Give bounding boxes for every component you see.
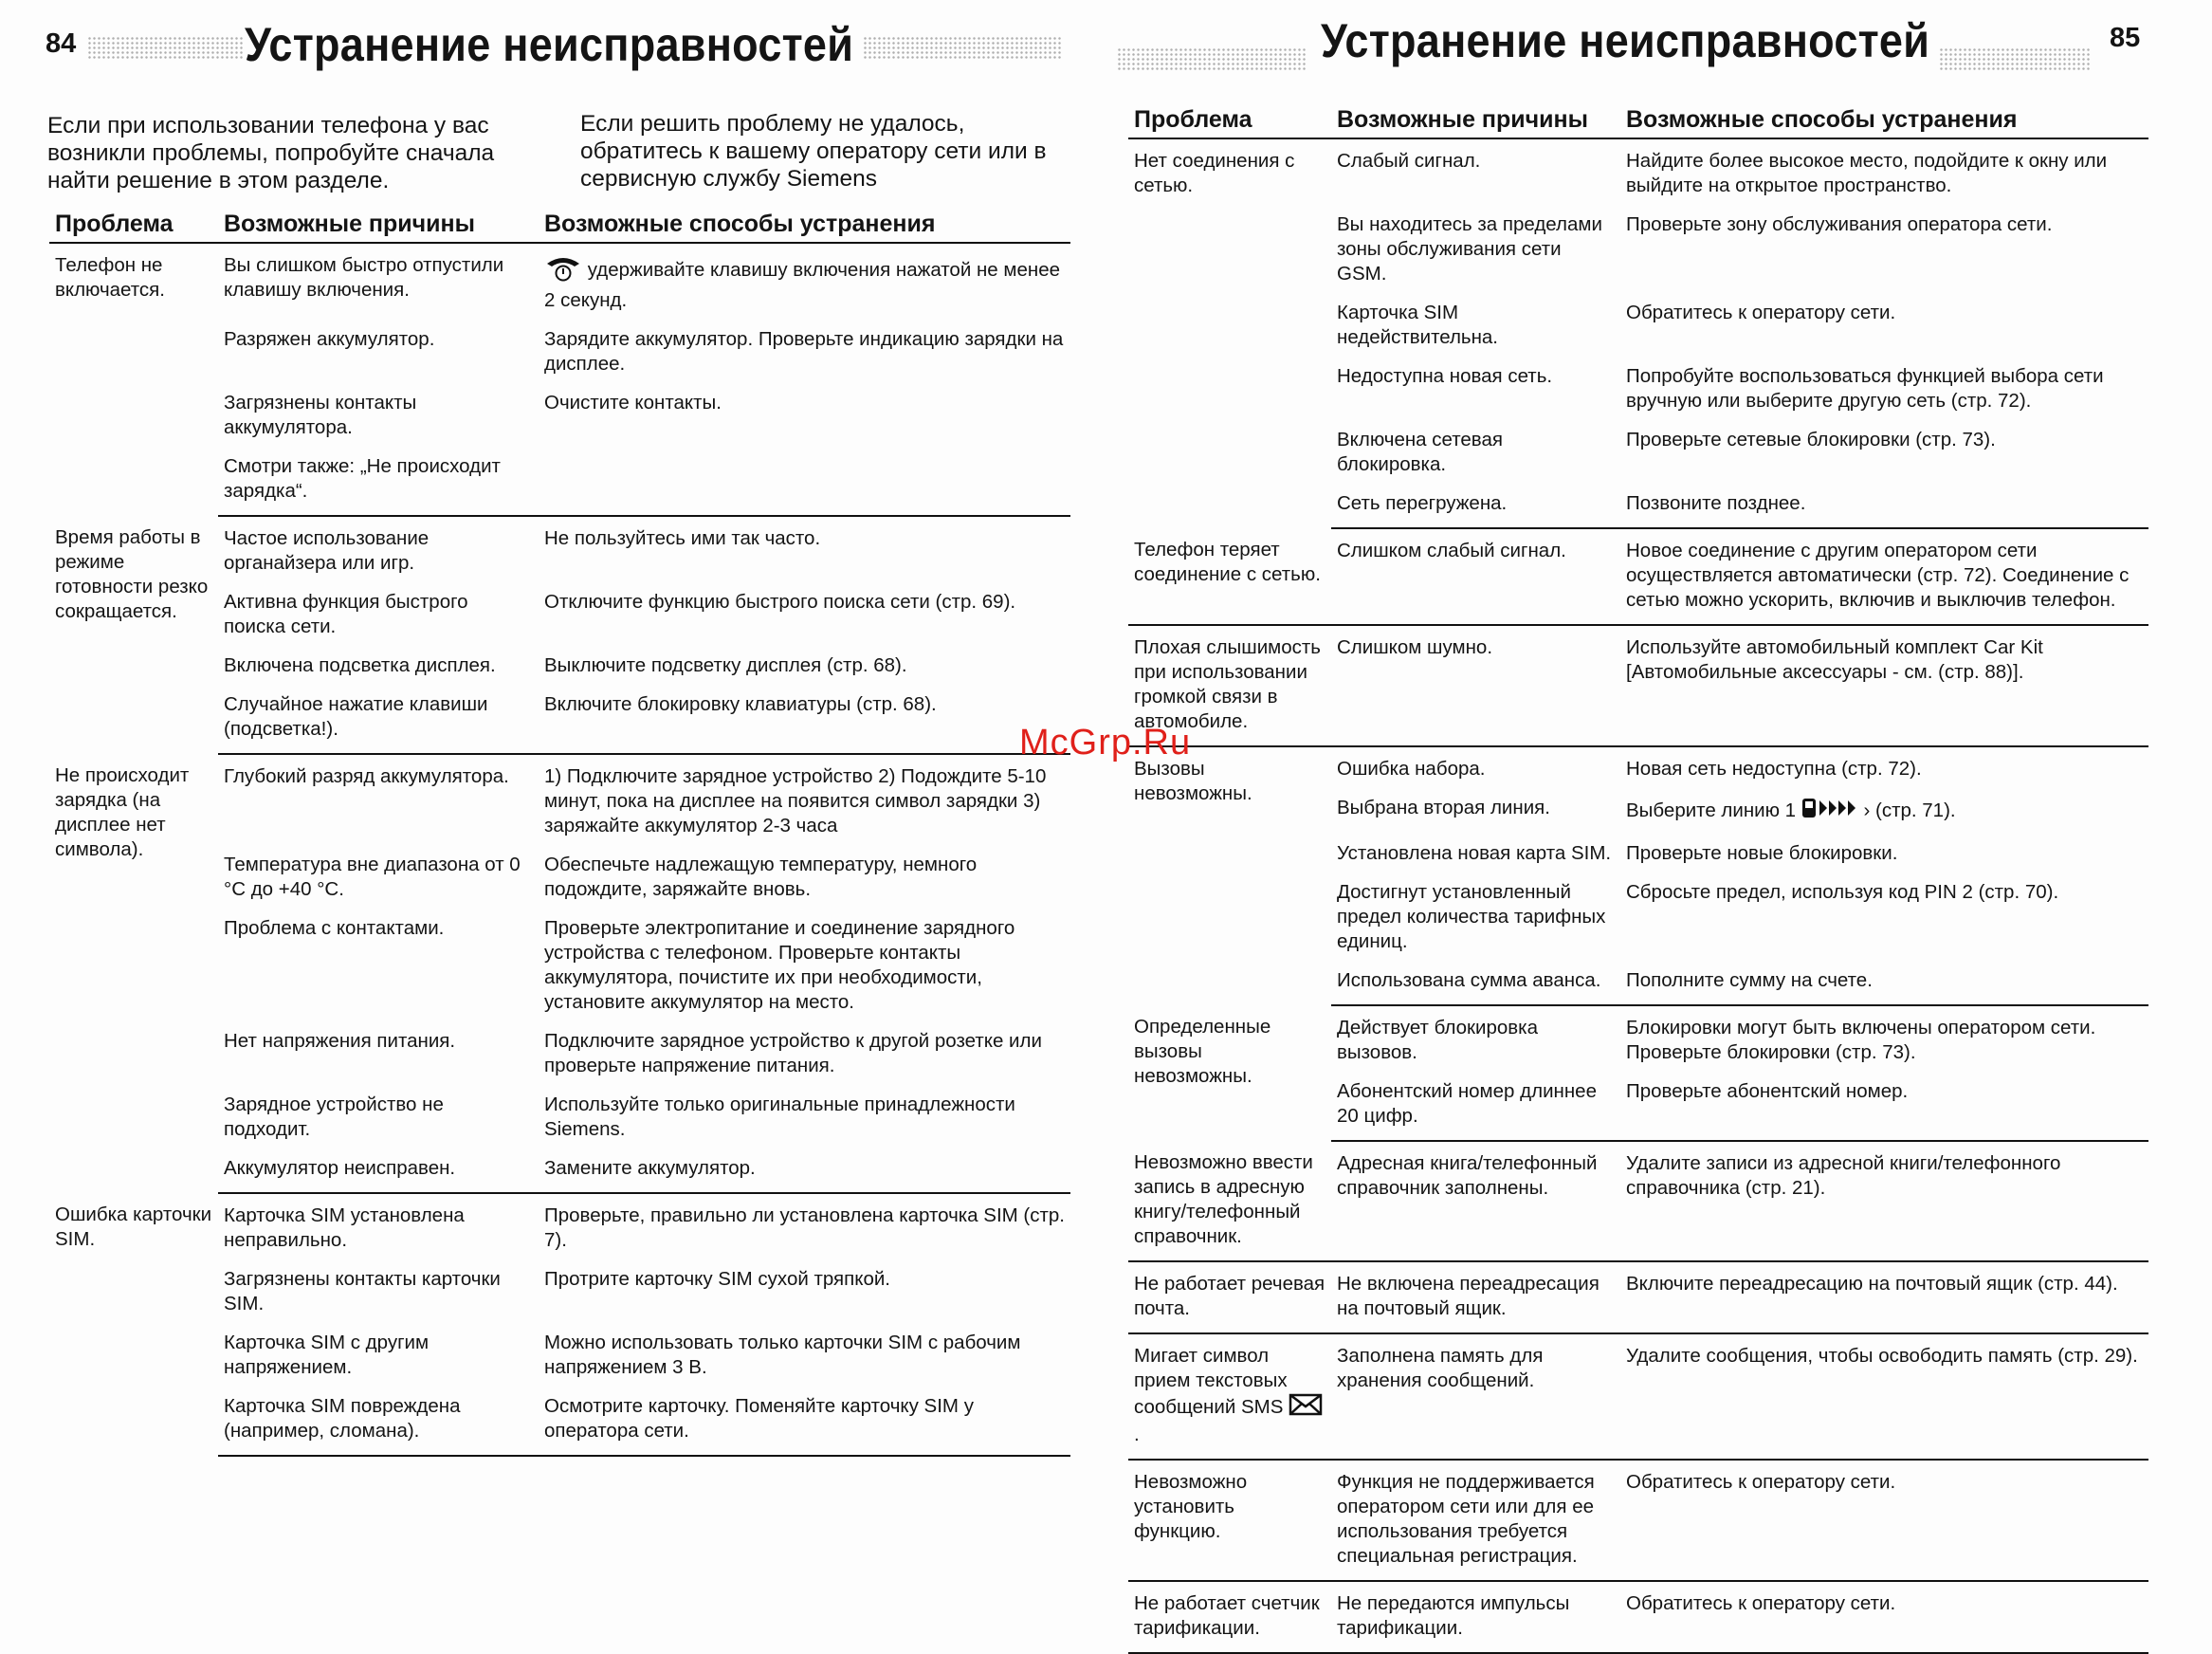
solution-text: Включите блокировку клавиатуры (стр. 68). xyxy=(544,693,937,715)
problem-cell xyxy=(1128,138,1331,528)
problem-cell xyxy=(1128,1261,1331,1333)
solution-cell xyxy=(539,848,1070,911)
solution-cell xyxy=(1620,1460,2148,1581)
cause-cell: Загрязнены контакты карточки SIM. xyxy=(224,1268,501,1314)
troubleshooting-table xyxy=(49,211,1070,1457)
solution-cell xyxy=(539,1151,1070,1193)
solution-text: 1) Подключите зарядное устройство 2) Подождите 5-10 минут, пока на дисплее на появится символ зарядки 3) заряжайте аккумулятор 2-3 часа xyxy=(544,765,1047,836)
header-dot-band xyxy=(1939,47,2091,70)
cause-cell: Вы находитесь за пределами зоны обслуживания сети GSM. xyxy=(1337,213,1602,285)
cause-cell: Слабый сигнал. xyxy=(1337,150,1481,172)
solution-text: Включите переадресацию на почтовый ящик (стр. 44). xyxy=(1626,1273,2118,1295)
cause-cell: Включена подсветка дисплея. xyxy=(224,654,496,676)
solution-text: Используйте только оригинальные принадлежности Siemens. xyxy=(544,1093,1015,1140)
problem-text: Невозможно установить функцию. xyxy=(1134,1471,1248,1542)
solution-text: Пополните сумму на счете. xyxy=(1626,969,1873,991)
solution-text: Блокировки могут быть включены оператором сети. Проверьте блокировки (стр. 73). xyxy=(1626,1017,2096,1063)
table-row xyxy=(1128,1261,2148,1333)
solution-text: Найдите более высокое место, подойдите к окну или выйдите на открытое пространство. xyxy=(1626,150,2108,196)
solution-text: Очистите контакты. xyxy=(544,392,722,414)
cause-cell: Адресная книга/телефонный справочник заполнены. xyxy=(1331,1141,1620,1261)
solution-cell xyxy=(1620,528,2148,625)
solution-cell xyxy=(539,243,1070,322)
header-dot-band xyxy=(863,36,1062,59)
cause-cell: Частое использование органайзера или игр. xyxy=(224,527,430,574)
solution-cell xyxy=(539,322,1070,386)
column-header-problem: Проблема xyxy=(49,211,218,243)
cause-cell: Проблема с контактами. xyxy=(224,917,445,939)
solution-text: Обеспечьте надлежащую температуру, немного подождите, заряжайте вновь. xyxy=(544,854,978,900)
problem-cell xyxy=(49,754,218,1193)
table-row xyxy=(1128,625,2148,746)
table-row xyxy=(49,516,1070,585)
problem-cell xyxy=(1128,528,1331,625)
solution-cell xyxy=(1620,964,2148,1005)
sms-envelope-icon xyxy=(1289,1393,1323,1423)
solution-text: Проверьте абонентский номер. xyxy=(1626,1080,1909,1102)
solution-text: Подключите зарядное устройство к другой розетке или проверьте напряжение питания. xyxy=(544,1030,1042,1076)
solution-cell xyxy=(1620,625,2148,746)
table-row xyxy=(1128,1005,2148,1075)
troubleshooting-table xyxy=(1128,106,2148,1654)
solution-text: Удалите записи из адресной книги/телефонного справочника (стр. 21). xyxy=(1626,1152,2061,1199)
cause-cell: Заполнена память для хранения сообщений. xyxy=(1331,1333,1620,1460)
cause-cell: Загрязнены контакты аккумулятора. xyxy=(224,392,417,438)
solution-cell xyxy=(539,688,1070,754)
cause-cell: Слишком слабый сигнал. xyxy=(1331,528,1620,625)
table-row xyxy=(1128,1141,2148,1261)
solution-cell xyxy=(1620,746,2148,791)
solution-cell xyxy=(539,911,1070,1024)
solution-cell xyxy=(539,1088,1070,1151)
cause-cell: Зарядное устройство не подходит. xyxy=(224,1093,444,1140)
solution-cell xyxy=(1620,487,2148,528)
header-dot-band xyxy=(1117,47,1307,70)
solution-cell xyxy=(1620,359,2148,423)
solution-text: Протрите карточку SIM сухой тряпкой. xyxy=(544,1268,891,1290)
problem-text: Вызовы невозможны. xyxy=(1134,758,1252,804)
problem-text: Определенные вызовы невозможны. xyxy=(1134,1016,1271,1087)
problem-cell xyxy=(49,516,218,754)
solution-text: Обратитесь к оператору сети. xyxy=(1626,302,1896,323)
page-title: Устранение неисправностей xyxy=(245,18,854,71)
solution-text: Обратитесь к оператору сети. xyxy=(1626,1592,1896,1614)
solution-text: Новая сеть недоступна (стр. 72). xyxy=(1626,758,1922,780)
table-row xyxy=(1128,1581,2148,1653)
page-left xyxy=(0,0,1100,1484)
table-row xyxy=(1128,1333,2148,1460)
solution-cell xyxy=(539,516,1070,585)
table-row xyxy=(1128,138,2148,208)
table-row xyxy=(1128,1460,2148,1581)
cause-cell: Функция не поддерживается оператором сети или для ее использования требуется специальная регистрация. xyxy=(1331,1460,1620,1581)
cause-cell: Нет напряжения питания. xyxy=(224,1030,456,1052)
cause-cell: Глубокий разряд аккумулятора. xyxy=(224,765,509,787)
cause-cell: Карточка SIM с другим напряжением. xyxy=(224,1332,430,1378)
cause-cell: Ошибка набора. xyxy=(1337,758,1486,780)
solution-cell xyxy=(539,450,1070,516)
cause-cell: Сеть перегружена. xyxy=(1331,487,1620,528)
cause-cell: Выбрана вторая линия. xyxy=(1337,797,1550,818)
solution-cell xyxy=(1620,791,2148,836)
cause-cell: Активна функция быстрого поиска сети. xyxy=(224,591,468,637)
solution-text: Выберите линию 1 xyxy=(1626,799,1797,821)
cause-cell: Использована сумма аванса. xyxy=(1331,964,1620,1005)
solution-text: Попробуйте воспользоваться функцией выбора сети вручную или выберите другую сеть (стр. 72). xyxy=(1626,365,2104,412)
solution-cell xyxy=(1620,1581,2148,1653)
solution-cell xyxy=(539,1193,1070,1262)
solution-text: Осмотрите карточку. Поменяйте карточку SIM у оператора сети. xyxy=(544,1395,974,1442)
solution-cell xyxy=(1620,208,2148,296)
solution-cell xyxy=(1620,296,2148,359)
cause-cell: Вы слишком быстро отпустили клавишу включения. xyxy=(224,254,504,301)
solution-text: Проверьте сетевые блокировки (стр. 73). xyxy=(1626,429,1996,450)
solution-text: Не пользуйтесь ими так часто. xyxy=(544,527,821,549)
problem-cell xyxy=(49,1193,218,1456)
intro-text: Если при использовании телефона у вас возникли проблемы, попробуйте сначала найти решение в этом разделе. xyxy=(47,113,495,193)
solution-text: Можно использовать только карточки SIM с рабочим напряжением 3 В. xyxy=(544,1332,1021,1378)
solution-cell xyxy=(539,585,1070,649)
problem-text: Не работает счетчик тарификации. xyxy=(1134,1592,1320,1639)
solution-cell xyxy=(539,1024,1070,1088)
problem-text: Не работает речевая почта. xyxy=(1134,1273,1325,1319)
problem-cell xyxy=(1128,1333,1331,1460)
cause-cell: Карточка SIM повреждена (например, сломана). xyxy=(218,1389,539,1456)
cause-cell: Случайное нажатие клавиши (подсветка!). xyxy=(218,688,539,754)
problem-cell xyxy=(1128,1141,1331,1261)
table-row xyxy=(1128,528,2148,625)
solution-text: Проверьте новые блокировки. xyxy=(1626,842,1898,864)
cause-cell: Действует блокировка вызовов. xyxy=(1337,1017,1538,1063)
problem-cell xyxy=(49,243,218,516)
problem-text: Невозможно ввести запись в адресную книгу/телефонный справочник. xyxy=(1134,1151,1313,1247)
solution-cell xyxy=(539,1326,1070,1389)
cause-cell: Включена сетевая блокировка. xyxy=(1337,429,1503,475)
problem-text: Телефон теряет соединение с сетью. xyxy=(1134,539,1321,585)
cause-cell: Разряжен аккумулятор. xyxy=(224,328,435,350)
problem-cell xyxy=(1128,1460,1331,1581)
table-row xyxy=(1128,746,2148,791)
problem-text-end: . xyxy=(1134,1424,1140,1445)
problem-text: Время работы в режиме готовности резко сокращается. xyxy=(55,526,209,622)
intro-contact-text: Если решить проблему не удалось, обратитесь к вашему оператору сети или в сервисную службу Siemens xyxy=(580,111,1047,192)
cause-cell: Недоступна новая сеть. xyxy=(1337,365,1553,387)
solution-cell xyxy=(539,754,1070,848)
problem-text: Не происходит зарядка (на дисплее нет символа). xyxy=(55,764,190,860)
problem-text: Нет соединения с сетью. xyxy=(1134,150,1295,196)
solution-cell xyxy=(1620,138,2148,208)
solution-text: Проверьте, правильно ли установлена карточка SIM (стр. 7). xyxy=(544,1204,1065,1251)
column-header-problem: Проблема xyxy=(1128,106,1331,138)
problem-cell xyxy=(1128,1005,1331,1141)
table-row xyxy=(49,754,1070,848)
problem-cell xyxy=(1128,746,1331,1005)
problem-text: Телефон не включается. xyxy=(55,254,165,301)
cause-cell: Не передаются импульсы тарификации. xyxy=(1331,1581,1620,1653)
solution-text: Позвоните позднее. xyxy=(1626,492,1806,514)
solution-text: Сбросьте предел, используя код PIN 2 (стр. 70). xyxy=(1626,881,2059,903)
column-header-solutions: Возможные способы устранения xyxy=(1620,106,2148,138)
watermark: McGrp.Ru xyxy=(1019,723,1192,763)
cause-cell: Не включена переадресация на почтовый ящик. xyxy=(1331,1261,1620,1333)
column-header-solutions: Возможные способы устранения xyxy=(539,211,1070,243)
solution-text: Обратитесь к оператору сети. xyxy=(1626,1471,1896,1493)
column-header-causes: Возможные причины xyxy=(218,211,539,243)
cause-cell: Аккумулятор неисправен. xyxy=(218,1151,539,1193)
header-dot-band xyxy=(87,36,244,59)
solution-cell xyxy=(1620,1005,2148,1075)
cause-cell: Установлена новая карта SIM. xyxy=(1337,842,1612,864)
problem-text: Мигает символ прием текстовых сообщений SMS xyxy=(1134,1345,1288,1418)
solution-cell xyxy=(1620,423,2148,487)
solution-cell xyxy=(1620,1333,2148,1460)
cause-cell: Температура вне диапазона от 0 °С до +40 °С. xyxy=(224,854,521,900)
solution-cell xyxy=(1620,1075,2148,1141)
cause-cell: Карточка SIM установлена неправильно. xyxy=(224,1204,465,1251)
page-number: 85 xyxy=(2110,23,2141,53)
solution-text-end: › (стр. 71). xyxy=(1863,799,1956,821)
problem-text: Плохая слышимость при использовании громкой связи в автомобиле. xyxy=(1134,636,1321,732)
solution-text: Новое соединение с другим оператором сети осуществляется автоматически (стр. 72). Соединение с сетью можно ускорить, включив и выключив телефон. xyxy=(1626,540,2130,611)
solution-cell xyxy=(539,1389,1070,1456)
solution-text: Проверьте зону обслуживания оператора сети. xyxy=(1626,213,2053,235)
table-row xyxy=(49,1193,1070,1262)
problem-text: Ошибка карточки SIM. xyxy=(55,1204,212,1250)
problem-cell xyxy=(1128,1581,1331,1653)
solution-cell xyxy=(1620,836,2148,875)
cause-cell: Достигнут установленный предел количества тарифных единиц. xyxy=(1337,881,1606,952)
cause-cell: Слишком шумно. xyxy=(1331,625,1620,746)
solution-text: Выключите подсветку дисплея (стр. 68). xyxy=(544,654,907,676)
solution-cell xyxy=(1620,1261,2148,1333)
page-number: 84 xyxy=(46,28,77,59)
page-title: Устранение неисправностей xyxy=(1321,14,1930,67)
table-row xyxy=(49,243,1070,322)
solution-text: Замените аккумулятор. xyxy=(544,1157,756,1179)
solution-cell xyxy=(539,386,1070,450)
page-right xyxy=(1100,0,2212,1639)
cause-cell: Смотри также: „Не происходит зарядка“. xyxy=(218,450,539,516)
solution-text: Зарядите аккумулятор. Проверьте индикацию зарядки на дисплее. xyxy=(544,328,1064,375)
solution-text: Удалите сообщения, чтобы освободить память (стр. 29). xyxy=(1626,1345,2138,1367)
cause-cell: Абонентский номер длиннее 20 цифр. xyxy=(1331,1075,1620,1141)
solution-text: удерживайте клавишу включения нажатой не менее 2 секунд. xyxy=(544,258,1061,311)
solution-cell xyxy=(1620,1141,2148,1261)
power-key-icon xyxy=(544,253,582,288)
line-select-icon xyxy=(1801,796,1858,827)
column-header-causes: Возможные причины xyxy=(1331,106,1620,138)
solution-cell xyxy=(539,649,1070,688)
solution-text: Проверьте электропитание и соединение зарядного устройства с телефоном. Проверьте контакты аккумулятора, почистите их при необходимости, установите аккумулятор на место. xyxy=(544,917,1015,1013)
solution-cell xyxy=(539,1262,1070,1326)
solution-text: Используйте автомобильный комплект Car Kit [Автомобильные аксессуары - см. (стр. 88)]. xyxy=(1626,636,2043,683)
cause-cell: Карточка SIM недействительна. xyxy=(1337,302,1499,348)
solution-cell xyxy=(1620,875,2148,964)
solution-text: Отключите функцию быстрого поиска сети (стр. 69). xyxy=(544,591,1016,613)
